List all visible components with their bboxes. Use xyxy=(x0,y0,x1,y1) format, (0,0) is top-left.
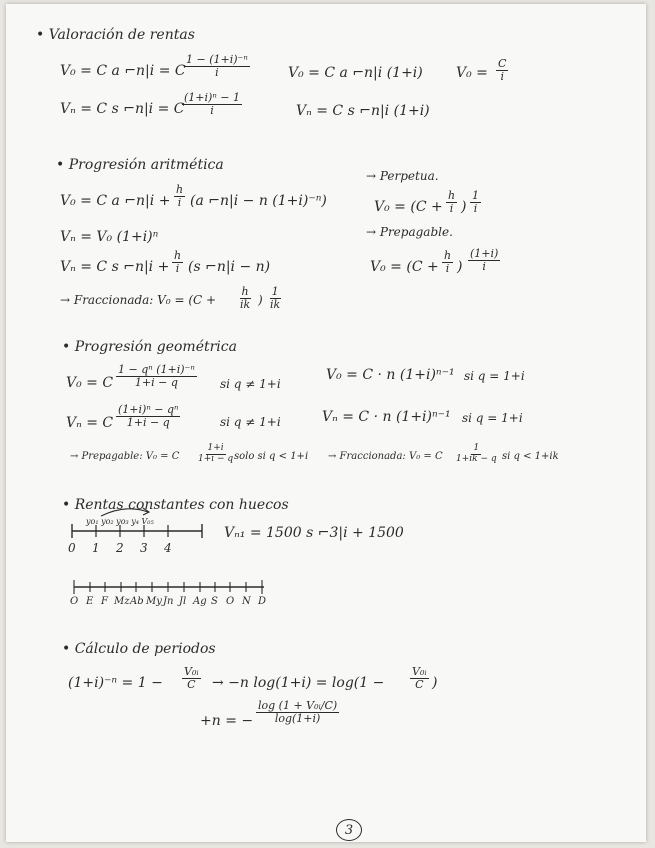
paren-close: ) xyxy=(432,675,438,691)
heading-periodos: • Cálculo de periodos xyxy=(62,641,216,657)
notebook-page xyxy=(6,4,646,842)
label-perpetua: → Perpetua. xyxy=(366,169,439,183)
page-number-badge xyxy=(336,819,362,841)
month-Jl: Jl xyxy=(179,596,187,607)
condition-prepagable: solo si q < 1+i xyxy=(234,451,309,462)
label-prepagable: → Prepagable. xyxy=(366,225,453,239)
formula-v0-perpetuity: V₀ = xyxy=(456,65,488,81)
formula-arith-vn: Vₙ = C s ⌐n|i + xyxy=(60,259,170,275)
heading-aritmetica: • Progresión aritmética xyxy=(56,157,224,173)
fraction-geom-fraccionada: $\frac{1}{1+ik - q}$ xyxy=(456,443,497,464)
condition-q-eq: si q = 1+i xyxy=(464,369,525,383)
month-Jn: Jn xyxy=(163,596,174,607)
month-My: My xyxy=(146,596,162,607)
fraction-v0i-c-2: $\frac{\text{V₀ᵢ}}{C}$ xyxy=(412,665,427,692)
formula-geom-fraccionada: → Fraccionada: V₀ = C xyxy=(328,451,443,462)
heading-geometrica: • Progresión geométrica xyxy=(62,339,237,355)
formula-periodos-n: +n = − xyxy=(200,713,254,729)
fraction-prepagable-factor: $\frac{(1+i)}{i}$ xyxy=(470,247,499,274)
fraction-annuity-factor: $\frac{\text{1 − (1+i)⁻ⁿ}}{i}$ xyxy=(186,53,248,80)
formula-perpetua: V₀ = (C + xyxy=(374,199,443,215)
formula-arith-vn-rest: (s ⌐n|i − n) xyxy=(188,259,271,275)
formula-arith-v0-rest: (a ⌐n|i − n (1+i)⁻ⁿ) xyxy=(190,193,327,209)
formula-periodos-lhs: (1+i)⁻ⁿ = 1 − xyxy=(68,675,163,691)
formula-v0-prepaid: V₀ = C a ⌐n|i (1+i) xyxy=(288,65,423,81)
formula-v0-annuity: V₀ = C a ⌐n|i = C xyxy=(60,63,186,79)
fraction-perpetuity: $\frac{C}{i}$ xyxy=(498,57,507,84)
formula-prepagable: V₀ = (C + xyxy=(370,259,439,275)
month-D: D xyxy=(258,596,267,607)
fraction-prepagable-h-i: $\frac{h}{i}$ xyxy=(444,249,452,276)
formula-fraccionada: → Fraccionada: V₀ = (C + xyxy=(60,293,217,307)
month-N: N xyxy=(242,596,251,607)
condition-fraccionada: si q < 1+ik xyxy=(502,451,559,462)
tick-label-2: 2 xyxy=(116,541,124,555)
formula-periodos-log: → −n log(1+i) = log(1 − xyxy=(212,675,385,691)
formula-vn-prepaid: Vₙ = C s ⌐n|i (1+i) xyxy=(296,103,430,119)
fraction-perpetua-h-i: $\frac{h}{i}$ xyxy=(448,189,456,216)
fraction-h-over-i-2: $\frac{h}{i}$ xyxy=(174,249,182,276)
fraction-geom-prepagable: $\frac{1+i}{1+i - q}$ xyxy=(198,443,234,464)
tick-label-3: 3 xyxy=(140,541,148,555)
formula-arith-vn-from-v0: Vₙ = V₀ (1+i)ⁿ xyxy=(60,229,159,245)
condition-q-ne: si q ≠ 1+i xyxy=(220,377,281,391)
formula-geom-vn-equal: Vₙ = C · n (1+i)ⁿ⁻¹ xyxy=(322,409,451,425)
paren-close: ) xyxy=(258,293,263,307)
tick-label-0: 0 xyxy=(68,541,76,555)
fraction-geom-v0: $\frac{\text{1 − qⁿ (1+i)⁻ⁿ}}{1+i - q}$ xyxy=(118,363,195,390)
page-number: 3 xyxy=(344,822,354,838)
formula-vn-accumulated: Vₙ = C s ⌐n|i = C xyxy=(60,101,185,117)
fraction-v0i-c: $\frac{\text{V₀ᵢ}}{C}$ xyxy=(184,665,199,692)
formula-geom-v0: V₀ = C xyxy=(66,375,114,391)
fraction-h-over-i: $\frac{h}{i}$ xyxy=(176,183,184,210)
fraction-fraccionada-h-ik: $\frac{h}{ik}$ xyxy=(240,285,251,312)
heading-valoracion: • Valoración de rentas xyxy=(36,27,195,43)
month-O2: O xyxy=(226,596,235,607)
month-S: S xyxy=(211,596,218,607)
paren-close: ) xyxy=(457,259,463,275)
fraction-fraccionada-1-ik: $\frac{1}{ik}$ xyxy=(270,285,281,312)
paren-close: ) xyxy=(461,199,467,215)
month-F: F xyxy=(101,596,108,607)
month-Mz: Mz xyxy=(114,596,130,607)
formula-huecos: Vₙ₁ = 1500 s ⌐3|i + 1500 xyxy=(224,525,404,541)
fraction-geom-vn: $\frac{\text{(1+i)ⁿ − qⁿ}}{1+i - q}$ xyxy=(118,403,179,430)
month-O: O xyxy=(70,596,79,607)
condition-q-eq-2: si q = 1+i xyxy=(462,411,523,425)
month-E: E xyxy=(86,596,94,607)
timeline-top-labels: yo₁ yo₂ yo₃ y₄ V₀₅ xyxy=(86,517,154,526)
condition-q-ne-2: si q ≠ 1+i xyxy=(220,415,281,429)
month-Ab: Ab xyxy=(130,596,144,607)
formula-geom-v0-equal: V₀ = C · n (1+i)ⁿ⁻¹ xyxy=(326,367,455,383)
tick-label-4: 4 xyxy=(164,541,172,555)
formula-geom-vn: Vₙ = C xyxy=(66,415,114,431)
formula-arith-v0: V₀ = C a ⌐n|i + xyxy=(60,193,171,209)
month-Ag: Ag xyxy=(193,596,207,607)
fraction-accumulation-factor: $\frac{\text{(1+i)ⁿ − 1}}{i}$ xyxy=(184,91,240,118)
formula-geom-prepagable: → Prepagable: V₀ = C xyxy=(70,451,180,462)
tick-label-1: 1 xyxy=(92,541,100,555)
heading-huecos: • Rentas constantes con huecos xyxy=(62,497,289,513)
fraction-periodos-n: $\frac{\text{log (1 + V₀ᵢ/C)}}{\log(1+i)}$ xyxy=(258,699,338,726)
fraction-perpetua-1-i: $\frac{1}{i}$ xyxy=(472,189,479,216)
